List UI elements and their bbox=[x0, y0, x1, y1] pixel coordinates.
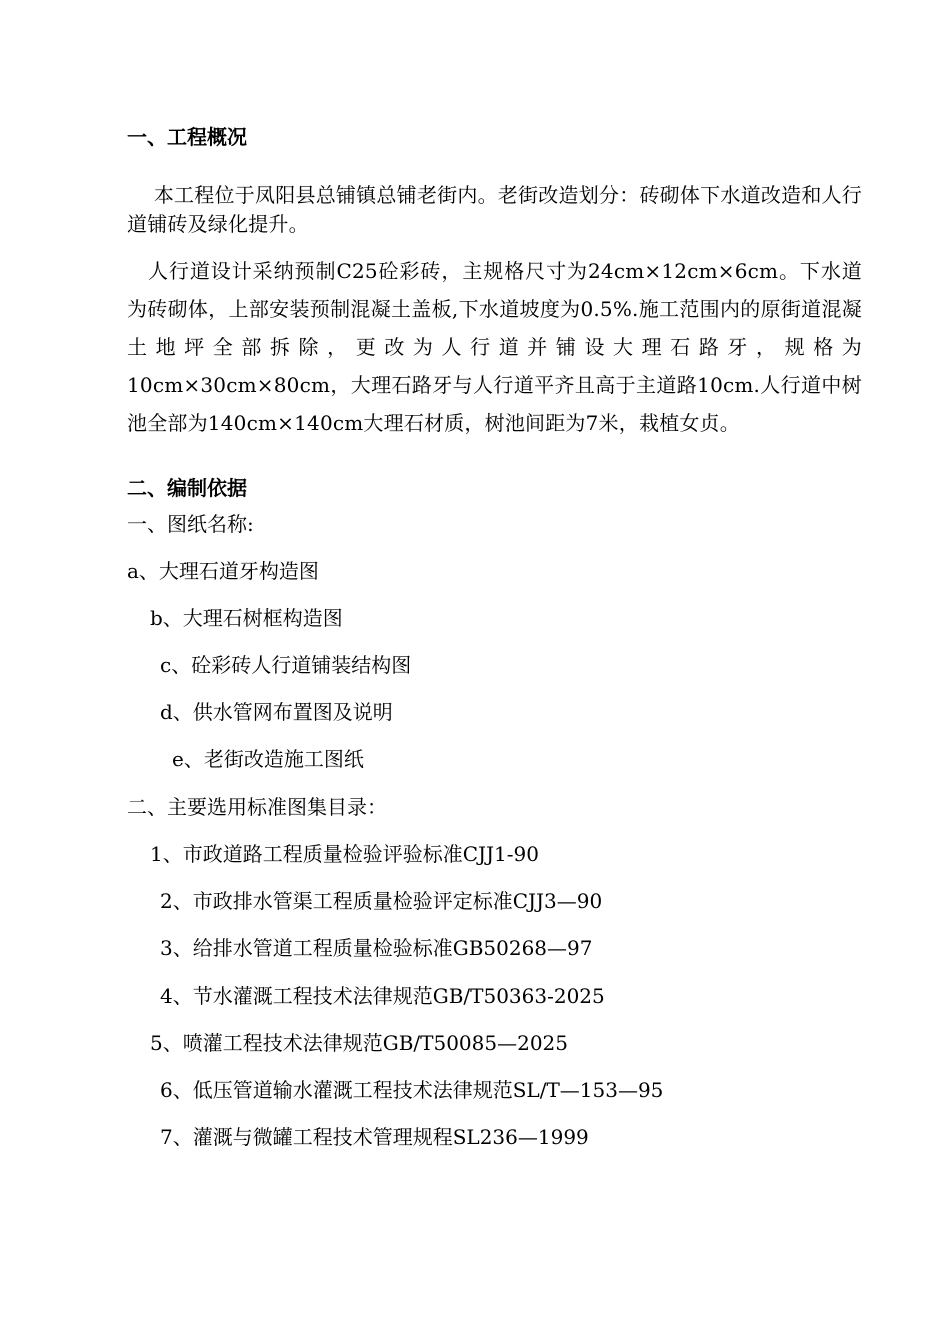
standard-item-2: 2、市政排水管渠工程质量检验评定标准CJJ3—90 bbox=[160, 889, 603, 913]
standard-item-3: 3、给排水管道工程质量检验标准GB50268—97 bbox=[160, 936, 593, 960]
standard-item-5: 5、喷灌工程技术法律规范GB/T50085—2025 bbox=[150, 1031, 568, 1055]
standard-item-4: 4、节水灌溉工程技术法律规范GB/T50363-2025 bbox=[160, 984, 605, 1008]
drawing-item-c: c、砼彩砖人行道铺装结构图 bbox=[160, 653, 412, 677]
overview-paragraph-1: 本工程位于凤阳县总铺镇总铺老街内。老街改造划分：砖砌体下水道改造和人行道铺砖及绿化提升。 bbox=[127, 183, 862, 236]
section-1-heading: 一、工程概况 bbox=[127, 125, 247, 149]
drawing-item-a: a、大理石道牙构造图 bbox=[127, 559, 319, 583]
standard-item-7: 7、灌溉与微罐工程技术管理规程SL236—1999 bbox=[160, 1125, 589, 1149]
drawings-title: 一、图纸名称: bbox=[127, 512, 254, 536]
standard-item-6: 6、低压管道输水灌溉工程技术法律规范SL/T—153—95 bbox=[160, 1078, 664, 1102]
drawing-item-e: e、老街改造施工图纸 bbox=[172, 747, 364, 771]
section-2-heading: 二、编制依据 bbox=[127, 476, 247, 500]
drawing-item-d: d、供水管网布置图及说明 bbox=[160, 700, 393, 724]
drawing-item-b: b、大理石树框构造图 bbox=[150, 606, 343, 630]
standards-title: 二、主要选用标准图集目录： bbox=[127, 795, 387, 819]
overview-paragraph-2: 人行道设计采纳预制C25砼彩砖，主规格尺寸为24cm×12cm×6cm。下水道为砖砌体，上部安装预制混凝土盖板,下水道坡度为0.5%.施工范围内的原街道混凝土地坪全部拆除，更改为人行道并铺设大理石路牙，规格为10cm×30cm×80cm，大理石路牙与人行道平齐且高于主道路10cm.人行道中树池全部为140cm×140cm大理石材质，树池间距为7米，栽植女贞。 bbox=[127, 259, 862, 435]
standard-item-1: 1、市政道路工程质量检验评验标准CJJ1-90 bbox=[150, 842, 539, 866]
